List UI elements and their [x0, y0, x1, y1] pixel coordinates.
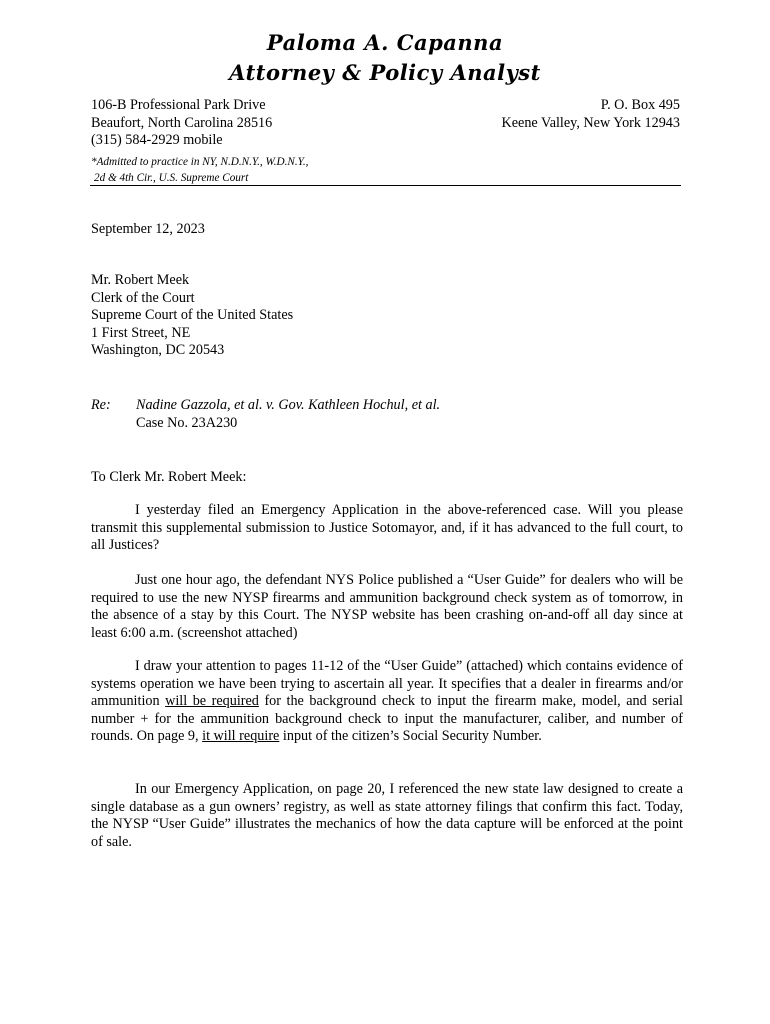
- body-paragraph-4: In our Emergency Application, on page 20, I referenced the new state law designed to create a single database as a gun owners’ registry, as well as state attorney filings that confirm this fact. Today, the NYSP “User Guide” illustrates the mechanics of how the data capture will be enforced at the point of sale.: [91, 781, 683, 850]
- address-line: Keene Valley, New York 12943: [501, 114, 680, 131]
- admission-note: [91, 155, 308, 186]
- body-paragraph-1: I yesterday filed an Emergency Application in the above-referenced case. Will you please transmit this supplemental submission to Justice Sotomayor, and, if it has advanced to the full court, to all Justices?: [91, 502, 683, 553]
- underlined-phrase: will be required: [165, 693, 259, 709]
- recipient-city: Washington, DC 20543: [91, 342, 225, 358]
- letterhead-title: Attorney & Policy Analyst: [229, 60, 541, 85]
- paragraph-text: I draw your attention to pages 11-12 of the “User Guide” (attached) which contains evidence of systems operation we have been trying to ascertain all year. It specifies that a dealer in firearms and/or ammunition: [91, 658, 683, 709]
- recipient-address: [91, 272, 681, 360]
- paragraph-text: for the background check to input the firearm make, model, and serial number + for the ammunition background check to input the manufacturer, caliber, and number of rounds. On page 9,: [91, 693, 683, 744]
- phone-line: (315) 584-2929 mobile: [91, 132, 223, 148]
- recipient-name: Mr. Robert Meek: [91, 272, 190, 288]
- letterhead-name: Paloma A. Capanna: [266, 30, 504, 55]
- letter-date: September 12, 2023: [91, 221, 205, 237]
- recipient-organization: Supreme Court of the United States: [91, 307, 294, 323]
- sender-address-right: [502, 97, 681, 132]
- salutation: To Clerk Mr. Robert Meek:: [91, 469, 247, 485]
- address-line: P. O. Box 495: [600, 97, 680, 113]
- body-paragraph-3: [91, 658, 683, 746]
- recipient-title: Clerk of the Court: [91, 289, 195, 306]
- sender-address-left: [91, 97, 272, 150]
- recipient-street: 1 First Street, NE: [91, 324, 191, 341]
- case-number: Case No. 23A230: [136, 414, 238, 431]
- underlined-phrase: it will require: [202, 728, 280, 744]
- address-line: Beaufort, North Carolina 28516: [91, 114, 273, 131]
- admission-line: 2d & 4th Cir., U.S. Supreme Court: [94, 171, 249, 184]
- body-paragraph-2: Just one hour ago, the defendant NYS Police published a “User Guide” for dealers who will be required to use the new NYSP firearms and ammunition background check system as of tomorrow, in the absence of a stay by this Court. The NYSP website has been crashing on-and-off all day since at least 6:00 a.m. (screenshot attached): [91, 572, 683, 641]
- admission-line: *Admitted to practice in NY, N.D.N.Y., W.D.N.Y.,: [91, 156, 309, 168]
- address-line: 106-B Professional Park Drive: [91, 97, 266, 113]
- case-caption: Nadine Gazzola, et al. v. Gov. Kathleen Hochul, et al.: [136, 397, 441, 413]
- re-label: Re:: [91, 397, 111, 413]
- paragraph-text: input of the citizen’s Social Security Number.: [279, 728, 542, 744]
- letterhead-divider: [90, 185, 681, 186]
- re-subject: [136, 397, 440, 432]
